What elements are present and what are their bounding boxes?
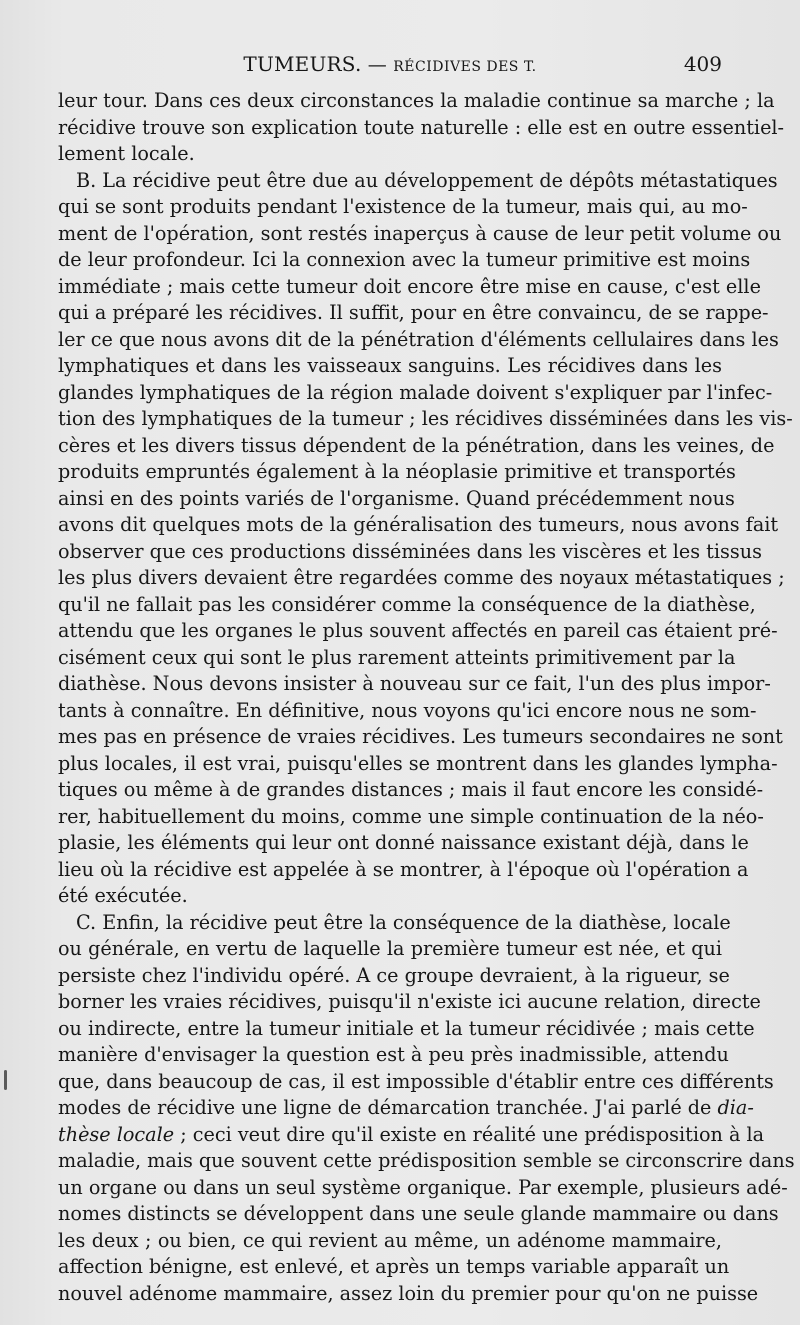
text-line	[58, 830, 749, 857]
text-line	[58, 274, 761, 301]
text-line-content: qu'il ne fallait pas les considérer comme la conséquence de la diathèse,	[58, 592, 756, 616]
text-line	[58, 1201, 779, 1228]
text-line-content: tants à connaître. En définitive, nous voyons qu'ici encore nous ne som-	[58, 698, 757, 722]
text-line-content: cères et les divers tissus dépendent de la pénétration, dans les veines, de	[58, 433, 775, 457]
text-line	[58, 539, 762, 566]
text-line-content: manière d'envisager la question est à peu près inadmissible, attendu	[58, 1043, 729, 1066]
text-line	[58, 221, 782, 248]
text-line	[58, 1042, 729, 1069]
text-line-content: rer, habituellement du moins, comme une simple continuation de la néo-	[58, 804, 764, 828]
text-line	[58, 618, 778, 645]
text-line	[58, 300, 769, 327]
text-line	[58, 141, 722, 168]
text-line-content: un organe ou dans un seul système organique. Par exemple, plusieurs adé-	[58, 1175, 788, 1199]
text-line	[58, 963, 730, 990]
text-line-content: B. La récidive peut être due au développement de dépôts métastatiques	[76, 168, 778, 192]
text-line-content: maladie, mais que souvent cette prédisposition semble se circonscrire dans	[58, 1149, 795, 1172]
text-line-italic: thèse locale	[58, 1122, 175, 1146]
text-line	[58, 327, 779, 354]
text-line-content: C. Enfin, la récidive peut être la conséquence de la diathèse, locale	[76, 910, 731, 934]
text-line-content: tiques ou même à de grandes distances ; mais il faut encore les considé-	[58, 778, 764, 801]
text-line	[58, 671, 771, 698]
text-line-content: cisément ceux qui sont le plus rarement atteints primitivement par la	[58, 645, 736, 669]
text-line-content: lymphatiques et dans les vaisseaux sanguins. Les récidives dans les	[58, 354, 722, 377]
text-line	[58, 459, 736, 486]
text-line-content: attendu que les organes le plus souvent affectés en pareil cas étaient pré-	[58, 619, 778, 642]
text-line-content: de leur profondeur. Ici la connexion avec la tumeur primitive est moins	[58, 248, 751, 271]
text-line-content: ou générale, en vertu de laquelle la première tumeur est née, et qui	[58, 937, 722, 960]
text-line	[58, 1281, 759, 1308]
text-line-content: qui se sont produits pendant l'existence de la tumeur, mais qui, au mo-	[58, 195, 748, 218]
text-line-content: affection bénigne, est enlevé, et après un temps variable apparaît un	[58, 1255, 730, 1278]
text-line	[58, 512, 779, 539]
text-line-content: observer que ces productions disséminées dans les viscères et les tissus	[58, 539, 762, 563]
text-line-content: que, dans beaucoup de cas, il est impossible d'établir entre ces différents	[58, 1069, 774, 1093]
running-title-main: TUMEURS.	[243, 52, 362, 76]
text-line	[58, 486, 735, 513]
text-line-content: qui a préparé les récidives. Il suffit, pour en être convaincu, de se rappe-	[58, 301, 769, 324]
page-number: 409	[683, 52, 722, 76]
text-line-content: nouvel adénome mammaire, assez loin du premier pour qu'on ne puisse	[58, 1281, 759, 1305]
text-line	[58, 433, 775, 460]
text-line	[58, 1069, 774, 1096]
text-line	[58, 857, 749, 884]
text-line-content: ; ceci veut dire qu'il existe en réalité une prédisposition à la	[174, 1122, 765, 1146]
text-line-content: plus locales, il est vrai, puisqu'elles se montrent dans les glandes lympha-	[58, 751, 778, 775]
text-line-content: nomes distincts se développent dans une seule glande mammaire ou dans	[58, 1202, 779, 1225]
text-line-content: ou indirecte, entre la tumeur initiale et la tumeur récidivée ; mais cette	[58, 1016, 755, 1040]
margin-mark	[4, 1070, 7, 1090]
body-text	[58, 88, 795, 1307]
text-line-content: immédiate ; mais cette tumeur doit encore être mise en cause, c'est elle	[58, 274, 761, 298]
text-line	[58, 1254, 730, 1281]
text-line	[58, 592, 756, 619]
running-title-sub: RÉCIDIVES DES T.	[393, 59, 537, 75]
text-line	[58, 194, 748, 221]
text-line	[58, 1175, 788, 1202]
text-line	[58, 353, 722, 380]
text-line	[58, 724, 783, 751]
running-title-dash: —	[361, 54, 394, 76]
text-line-content: glandes lymphatiques de la région malade doivent s'expliquer par l'infec-	[58, 380, 773, 404]
text-line-content: lement locale.	[58, 142, 195, 165]
text-line	[58, 804, 764, 831]
text-line-content: les plus divers devaient être regardées comme des noyaux métastatiques ;	[58, 566, 785, 589]
text-line	[58, 1228, 722, 1255]
text-line	[58, 1122, 765, 1149]
text-line	[58, 777, 764, 804]
text-line	[58, 751, 778, 778]
text-line	[58, 168, 778, 195]
text-line-content: récidive trouve son explication toute naturelle : elle est en outre essentiel-	[58, 115, 785, 139]
text-line	[58, 936, 722, 963]
text-line-content: lieu où la récidive est appelée à se montrer, à l'époque où l'opération a	[58, 857, 749, 881]
text-line	[58, 565, 785, 592]
text-line-content: leur tour. Dans ces deux circonstances la maladie continue sa marche ; la	[58, 89, 775, 112]
text-line-content: produits empruntés également à la néoplasie primitive et transportés	[58, 460, 736, 483]
text-line-content: ainsi en des points variés de l'organisme. Quand précédemment nous	[58, 486, 735, 510]
text-line-content: ment de l'opération, sont restés inaperçus à cause de leur petit volume ou	[58, 221, 782, 245]
text-line-content: avons dit quelques mots de la généralisation des tumeurs, nous avons fait	[58, 513, 779, 536]
text-line	[58, 88, 775, 115]
text-line	[58, 989, 761, 1016]
text-line-italic: dia-	[717, 1096, 754, 1119]
text-line	[58, 883, 722, 910]
text-line	[58, 380, 773, 407]
text-line	[58, 247, 751, 274]
text-line	[58, 910, 731, 937]
text-line	[58, 406, 793, 433]
text-line-content: plasie, les éléments qui leur ont donné naissance existant déjà, dans le	[58, 831, 749, 854]
text-line	[58, 645, 736, 672]
text-line	[58, 115, 785, 142]
text-line	[58, 698, 757, 725]
text-line-content: mes pas en présence de vraies récidives. Les tumeurs secondaires ne sont	[58, 725, 783, 748]
text-line-content: les deux ; ou bien, ce qui revient au même, un adénome mammaire,	[58, 1228, 722, 1252]
text-line-content: persiste chez l'individu opéré. A ce groupe devraient, à la rigueur, se	[58, 963, 730, 987]
text-line-content: tion des lymphatiques de la tumeur ; les récidives disséminées dans les vis-	[58, 407, 793, 430]
text-line	[58, 1016, 755, 1043]
page-header	[58, 52, 722, 82]
text-line-content: diathèse. Nous devons insister à nouveau sur ce fait, l'un des plus impor-	[58, 672, 771, 695]
text-line-content: ler ce que nous avons dit de la pénétration d'éléments cellulaires dans les	[58, 327, 779, 351]
text-line-content: été exécutée.	[58, 884, 188, 907]
running-title	[58, 52, 722, 76]
text-line	[58, 1148, 795, 1175]
text-line	[58, 1095, 754, 1122]
text-line-content: borner les vraies récidives, puisqu'il n'existe ici aucune relation, directe	[58, 990, 761, 1013]
text-line-content: modes de récidive une ligne de démarcation tranchée. J'ai parlé de	[58, 1096, 712, 1119]
